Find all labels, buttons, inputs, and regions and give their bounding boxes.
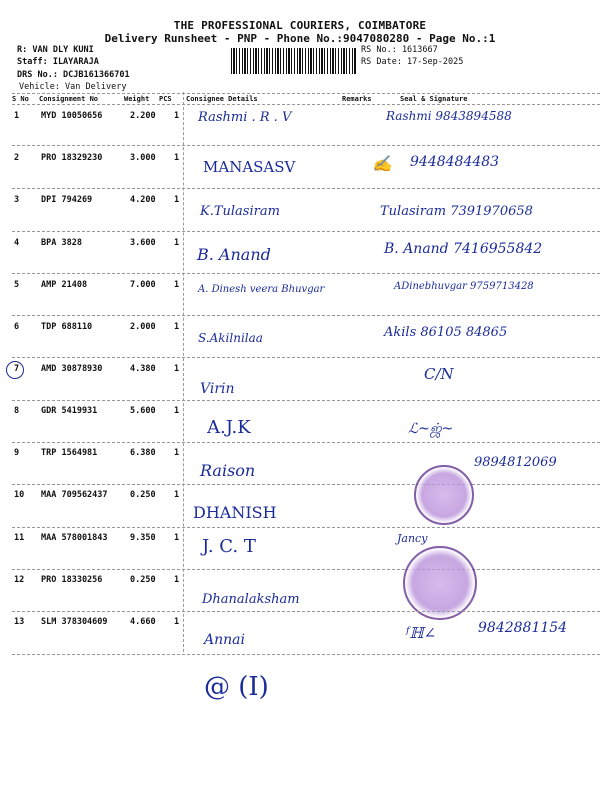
table-row — [0, 277, 600, 317]
row-consignment-no: AMP 21408 — [41, 280, 88, 290]
row-consignee: MANASASV — [203, 158, 296, 176]
row-consignment-no: PRO 18330256 — [41, 575, 103, 585]
row-divider — [12, 273, 600, 274]
row-consignment-no: MYD 10050656 — [41, 111, 103, 121]
row-signature: B. Anand 7416955842 — [384, 241, 543, 257]
barcode — [231, 48, 356, 74]
col-header-consignment: Consignment No — [39, 95, 99, 103]
row-weight: 2.200 — [130, 111, 156, 121]
row-consignee: Annai — [204, 632, 245, 648]
table-row — [0, 530, 600, 570]
rs-date: RS Date: 17-Sep-2025 — [361, 57, 464, 67]
row-sno: 9 — [14, 448, 20, 458]
signature-scribble-icon: ✍ — [372, 154, 392, 173]
route-value: VAN DLY KUNI — [32, 45, 94, 55]
row-divider — [12, 145, 600, 146]
table-row — [0, 192, 600, 232]
row-weight: 0.250 — [130, 575, 156, 585]
row-signature: Tulasiram 7391970658 — [380, 204, 533, 219]
row-divider — [12, 315, 600, 316]
col-header-consignee: Consignee Details — [186, 95, 258, 103]
row-consignee: A.J.K — [207, 417, 251, 438]
row-weight: 4.380 — [130, 364, 156, 374]
row-consignment-no: MAA 578001843 — [41, 533, 108, 543]
staff-line: Staff: ILAYARAJA — [17, 57, 99, 67]
row-consignee: A. Dinesh veera Bhuvgar — [198, 284, 325, 295]
row-consignment-no: BPA 3828 — [41, 238, 82, 248]
row-weight: 2.000 — [130, 322, 156, 332]
table-row — [0, 614, 600, 654]
table-row — [0, 403, 600, 443]
row-consignee: Rashmi . R . V — [198, 110, 292, 125]
row-pcs: 1 — [174, 406, 180, 416]
signature-scribble-icon: ℒ~ஜ்~ — [408, 421, 454, 437]
table-row — [0, 445, 600, 485]
row-sno: 6 — [14, 322, 20, 332]
row-consignment-no: GDR 5419931 — [41, 406, 98, 416]
row-consignee: Dhanalaksham — [202, 592, 300, 607]
row-consignee: DHANISH — [193, 503, 277, 522]
row-divider — [12, 357, 600, 358]
row-consignment-no: TDP 688110 — [41, 322, 93, 332]
row-weight: 5.600 — [130, 406, 156, 416]
row-divider — [12, 527, 600, 528]
row-signature: Akils 86105 84865 — [384, 325, 508, 340]
row-weight: 3.000 — [130, 153, 156, 163]
drs-number: DRS No.: DCJB161366701 — [17, 70, 130, 80]
row-pcs: 1 — [174, 322, 180, 332]
row-consignee: K.Tulasiram — [200, 204, 280, 219]
header-divider-bottom — [12, 104, 600, 105]
row-weight: 4.660 — [130, 617, 156, 627]
row-pcs: 1 — [174, 111, 180, 121]
row-pcs: 1 — [174, 617, 180, 627]
row-sno: 13 — [14, 617, 25, 627]
row-divider — [12, 231, 600, 232]
row-pcs: 1 — [174, 364, 180, 374]
row-sno: 1 — [14, 111, 20, 121]
row-sno: 5 — [14, 280, 20, 290]
row-pcs: 1 — [174, 533, 180, 543]
row-pcs: 1 — [174, 575, 180, 585]
row-divider — [12, 442, 600, 443]
row-signature: 9842881154 — [478, 620, 568, 636]
row-consignee: S.Akilnilaa — [198, 331, 263, 345]
row-divider — [12, 569, 600, 570]
row-signature: 9894812069 — [474, 455, 557, 470]
table-row — [0, 361, 600, 401]
route-line — [17, 45, 94, 55]
table-row — [0, 572, 600, 612]
row-pcs: 1 — [174, 448, 180, 458]
row-sno: 2 — [14, 153, 20, 163]
row-signature: Jancy — [397, 532, 428, 545]
table-row — [0, 319, 600, 359]
seal-stamp — [403, 546, 477, 620]
row-weight: 4.200 — [130, 195, 156, 205]
table-row — [0, 487, 600, 527]
row-consignment-no: PRO 18329230 — [41, 153, 103, 163]
row-consignment-no: DPI 794269 — [41, 195, 93, 205]
row-weight: 6.380 — [130, 448, 156, 458]
row-consignment-no: SLM 378304609 — [41, 617, 108, 627]
row-divider — [12, 654, 600, 655]
footer-handwritten-marks: @ (I) — [204, 672, 269, 702]
row-consignment-no: TRP 1564981 — [41, 448, 98, 458]
row-signature: Rashmi 9843894588 — [386, 109, 512, 123]
row-consignee: J. C. T — [202, 536, 256, 557]
row-sno: 8 — [14, 406, 20, 416]
runsheet-title: THE PROFESSIONAL COURIERS, COIMBATORE — [173, 19, 427, 32]
row-pcs: 1 — [174, 153, 180, 163]
row-consignment-no: AMD 30878930 — [41, 364, 103, 374]
row-divider — [12, 188, 600, 189]
row-weight: 0.250 — [130, 490, 156, 500]
header-divider-top — [12, 93, 600, 94]
row-consignee: Raison — [200, 461, 256, 480]
row-divider — [12, 400, 600, 401]
runsheet-subtitle: Delivery Runsheet - PNP - Phone No.:9047080280 - Page No.:1 — [104, 32, 496, 45]
row-pcs: 1 — [174, 238, 180, 248]
col-header-pcs: PCS — [159, 95, 172, 103]
vehicle-line: Vehicle: Van Delivery — [19, 82, 127, 92]
row-consignment-no: MAA 709562437 — [41, 490, 108, 500]
table-row — [0, 150, 600, 190]
row-sno: 10 — [14, 490, 25, 500]
seal-stamp — [414, 465, 474, 525]
col-header-seal-signature: Seal & Signature — [400, 95, 468, 103]
row-sno: 7 — [14, 364, 20, 374]
table-row — [0, 235, 600, 275]
table-row — [0, 108, 600, 148]
row-divider — [12, 484, 600, 485]
row-weight: 3.600 — [130, 238, 156, 248]
col-header-sno: S No — [12, 95, 29, 103]
col-header-weight: Weight — [124, 95, 150, 103]
row-sno: 11 — [14, 533, 25, 543]
signature-scribble-icon: ᶠℍ∠ — [406, 624, 437, 642]
row-signature: 9448484483 — [410, 154, 500, 170]
col-header-remarks: Remarks — [342, 95, 372, 103]
row-sno: 12 — [14, 575, 25, 585]
route-label: R: — [17, 45, 33, 55]
row-consignee: Virin — [200, 381, 235, 397]
row-pcs: 1 — [174, 490, 180, 500]
row-pcs: 1 — [174, 280, 180, 290]
row-weight: 9.350 — [130, 533, 156, 543]
row-pcs: 1 — [174, 195, 180, 205]
rs-number: RS No.: 1613667 — [361, 45, 438, 55]
row-sno: 3 — [14, 195, 20, 205]
row-divider — [12, 611, 600, 612]
row-weight: 7.000 — [130, 280, 156, 290]
row-signature: ADinebhuvgar 9759713428 — [394, 281, 534, 292]
row-signature: C/N — [424, 365, 454, 383]
row-sno: 4 — [14, 238, 20, 248]
row-consignee: B. Anand — [197, 245, 271, 264]
